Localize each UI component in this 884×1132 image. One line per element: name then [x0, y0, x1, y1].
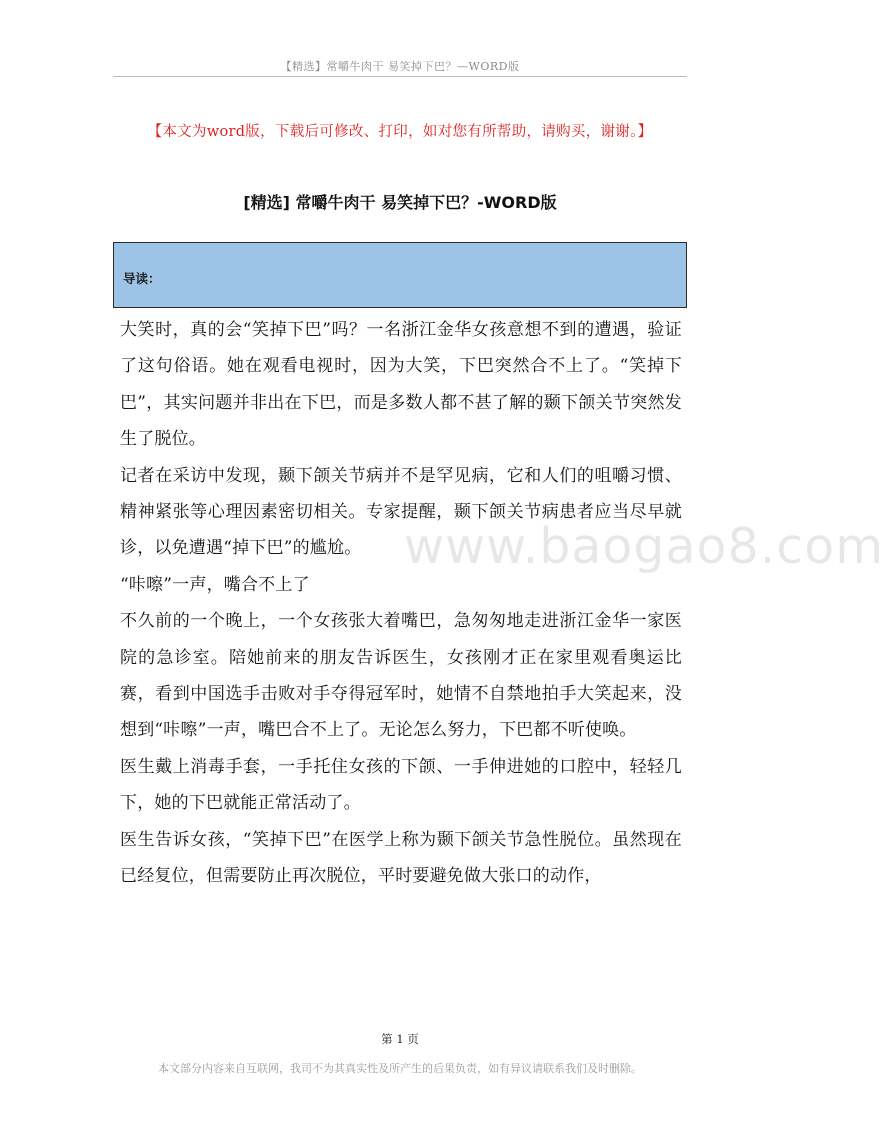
watermark: www.baogao8.com [404, 518, 884, 575]
lead-label: 导读： [123, 271, 161, 286]
document-title: [精选] 常嚼牛肉干 易笑掉下巴？-WORD版 [243, 193, 557, 212]
paragraph: 医生戴上消毒手套，一手托住女孩的下颌、一手伸进她的口腔中，轻轻几下，她的下巴就能正常活动了。 [120, 756, 682, 814]
document-body [120, 312, 682, 895]
download-notice: 【本文为word版，下载后可修改、打印，如对您有所帮助，请购买，谢谢。】 [147, 124, 653, 140]
lead-box [113, 242, 687, 308]
footer-disclaimer: 本文部分内容来自互联网，我司不为其真实性及所产生的后果负责，如有异议请联系我们及时删除。 [158, 1062, 642, 1075]
section-heading: “咔嚓”一声，嘴合不上了 [120, 574, 310, 595]
running-header: 【精选】常嚼牛肉干 易笑掉下巴？—WORD版 [280, 60, 520, 73]
paragraph: 大笑时，真的会“笑掉下巴”吗？一名浙江金华女孩意想不到的遭遇，验证了这句俗语。她在观看电视时，因为大笑，下巴突然合不上了。“笑掉下巴”，其实问题并非出在下巴，而是多数人都不甚了解的颞下颌关节突然发生了脱位。 [120, 320, 682, 450]
paragraph: 记者在采访中发现，颞下颌关节病并不是罕见病，它和人们的咀嚼习惯、精神紧张等心理因素密切相关。专家提醒，颞下颌关节病患者应当尽早就诊，以免遭遇“掉下巴”的尴尬。 [120, 465, 682, 559]
paragraph: 不久前的一个晚上，一个女孩张大着嘴巴，急匆匆地走进浙江金华一家医院的急诊室。陪她前来的朋友告诉医生，女孩刚才正在家里观看奥运比赛，看到中国选手击败对手夺得冠军时，她情不自禁地拍手大笑起来，没想到“咔嚓”一声，嘴巴合不上了。无论怎么努力，下巴都不听使唤。 [120, 611, 682, 741]
page-number: 第 1 页 [381, 1032, 419, 1046]
header-divider [113, 76, 687, 77]
paragraph: 医生告诉女孩，“笑掉下巴”在医学上称为颞下颌关节急性脱位。虽然现在已经复位，但需要防止再次脱位，平时要避免做大张口的动作， [120, 829, 682, 887]
